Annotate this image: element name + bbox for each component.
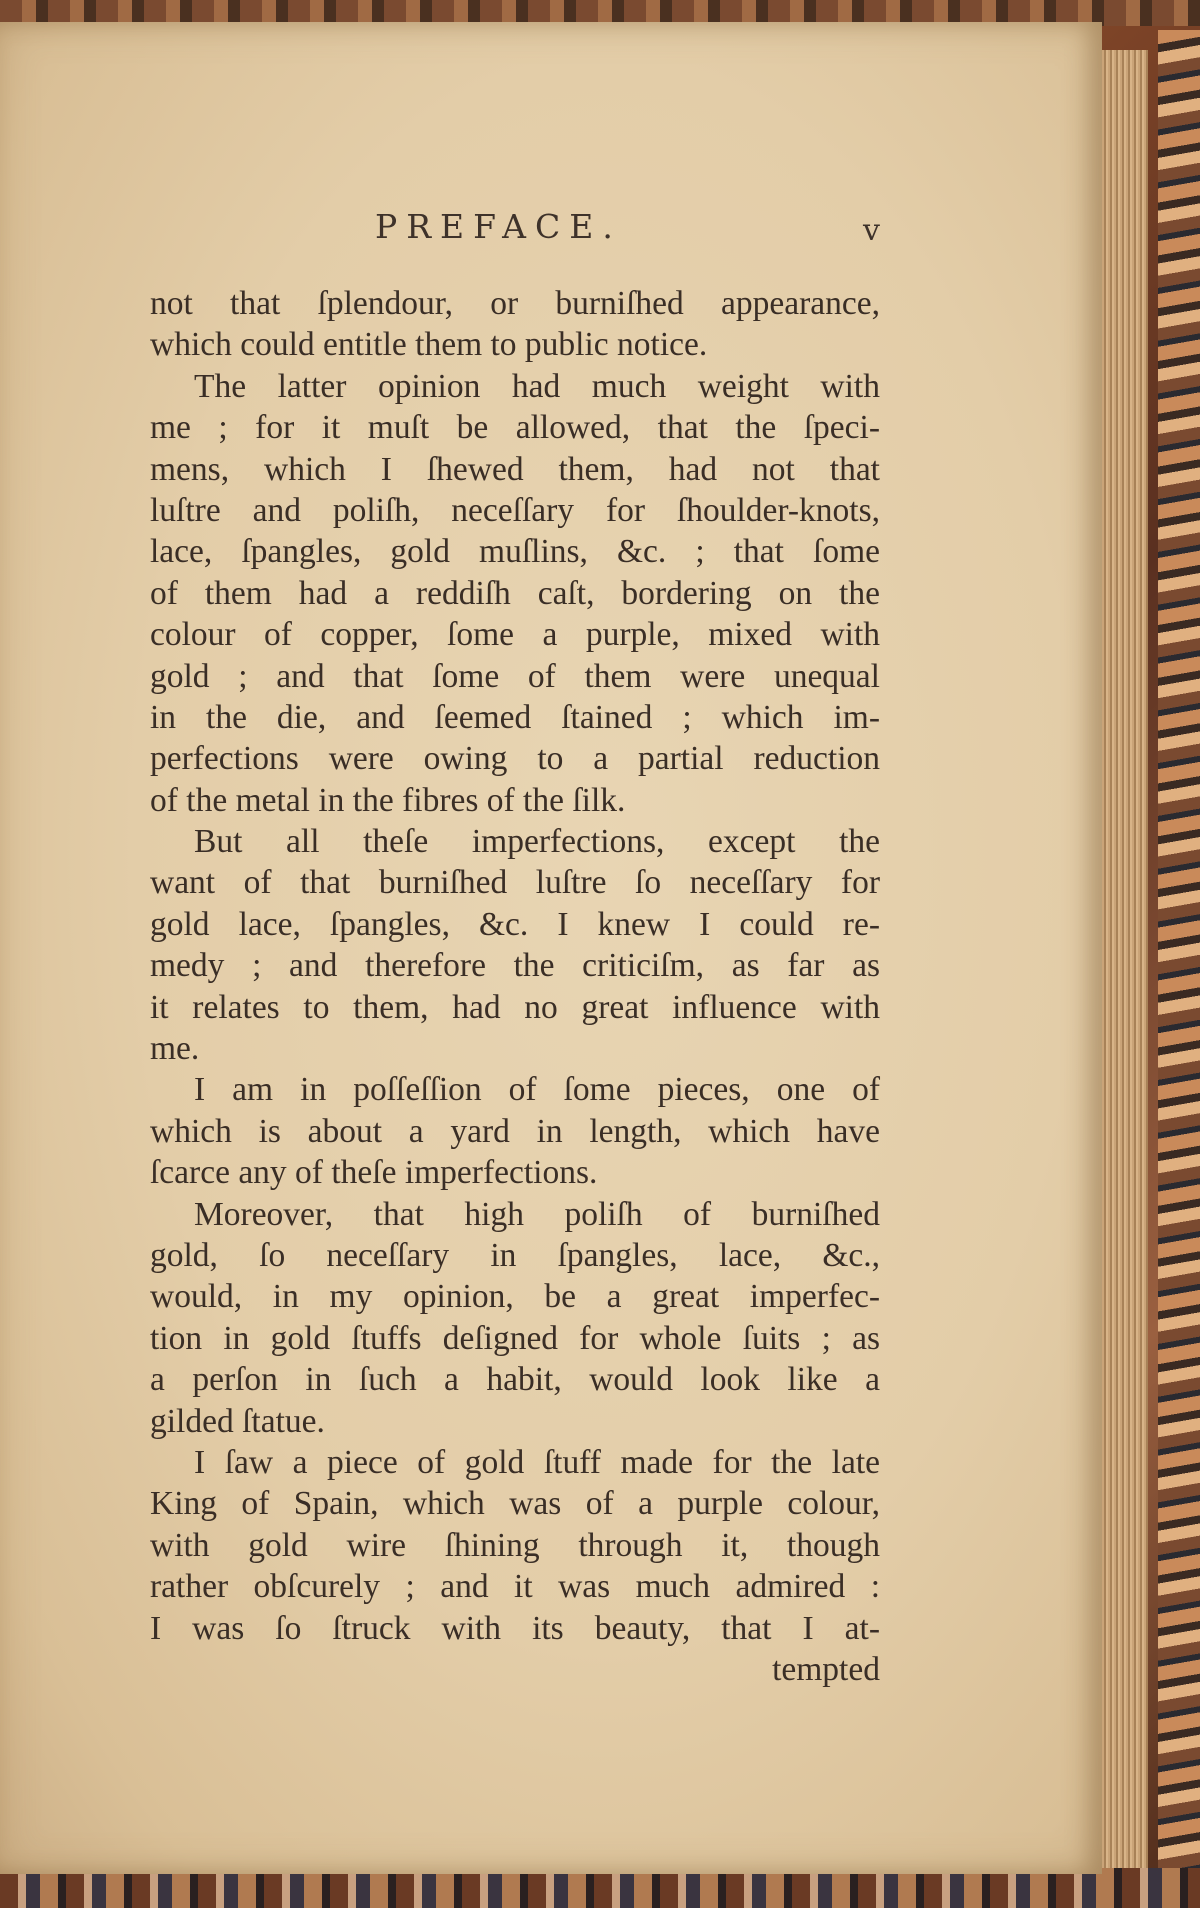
text-line: The latter opinion had much weight with (194, 367, 880, 405)
text-line: with gold wire ſhining through it, though (150, 1526, 880, 1564)
text-line: medy ; and therefore the criticiſm, as far as (150, 947, 880, 985)
text-line: want of that burniſhed luſtre ſo neceſſary for (150, 864, 880, 902)
text-line: rather obſcurely ; and it was much admired : (150, 1568, 880, 1606)
marbled-endpaper (1158, 30, 1200, 1880)
text-line: of the metal in the fibres of the ſilk. (150, 781, 626, 819)
text-line: a perſon in ſuch a habit, would look like a (150, 1361, 880, 1399)
text-line: mens, which I ſhewed them, had not that (150, 450, 880, 488)
text-line: would, in my opinion, be a great imperfec- (150, 1278, 880, 1316)
body-text (150, 283, 880, 1690)
text-line: gilded ſtatue. (150, 1402, 325, 1440)
page-number: v (863, 213, 880, 248)
text-line: tempted (772, 1650, 880, 1688)
running-head: PREFACE. (375, 207, 622, 246)
text-line: gold lace, ſpangles, &c. I knew I could re- (150, 905, 880, 943)
text-line: gold ; and that ſome of them were unequal (150, 657, 880, 695)
text-line: I was ſo ſtruck with its beauty, that I at- (150, 1609, 880, 1647)
page-edges (1100, 50, 1148, 1870)
text-line: But all theſe imperfections, except the (194, 823, 880, 861)
text-line: which could entitle them to public notice. (150, 326, 708, 364)
text-line: lace, ſpangles, gold muſlins, &c. ; that ſome (150, 533, 880, 571)
text-line: Moreover, that high poliſh of burniſhed (194, 1195, 880, 1233)
text-line: gold, ſo neceſſary in ſpangles, lace, &c., (150, 1236, 880, 1274)
text-line: of them had a reddiſh caſt, bordering on the (150, 574, 880, 612)
text-line: in the die, and ſeemed ſtained ; which im- (150, 698, 880, 736)
text-line: I am in poſſeſſion of ſome pieces, one of (194, 1071, 880, 1109)
text-line: which is about a yard in length, which have (150, 1112, 880, 1150)
text-line: luſtre and poliſh, neceſſary for ſhoulder-knots, (150, 491, 880, 529)
text-line: ſcarce any of theſe imperfections. (150, 1154, 598, 1192)
text-line: not that ſplendour, or burniſhed appearance, (150, 285, 880, 322)
page-header (150, 207, 880, 255)
text-line: perfections were owing to a partial reduction (150, 740, 880, 778)
text-line: it relates to them, had no great influence with (150, 988, 880, 1026)
text-line: King of Spain, which was of a purple colour, (150, 1485, 880, 1523)
cover-bottom-edge (0, 1868, 1200, 1908)
text-line: tion in gold ſtuffs deſigned for whole ſuits ; as (150, 1319, 880, 1357)
text-line: I ſaw a piece of gold ſtuff made for the late (194, 1443, 880, 1481)
text-line: me. (150, 1030, 200, 1068)
text-line: me ; for it muſt be allowed, that the ſpeci- (150, 409, 880, 447)
text-line: colour of copper, ſome a purple, mixed with (150, 616, 880, 654)
